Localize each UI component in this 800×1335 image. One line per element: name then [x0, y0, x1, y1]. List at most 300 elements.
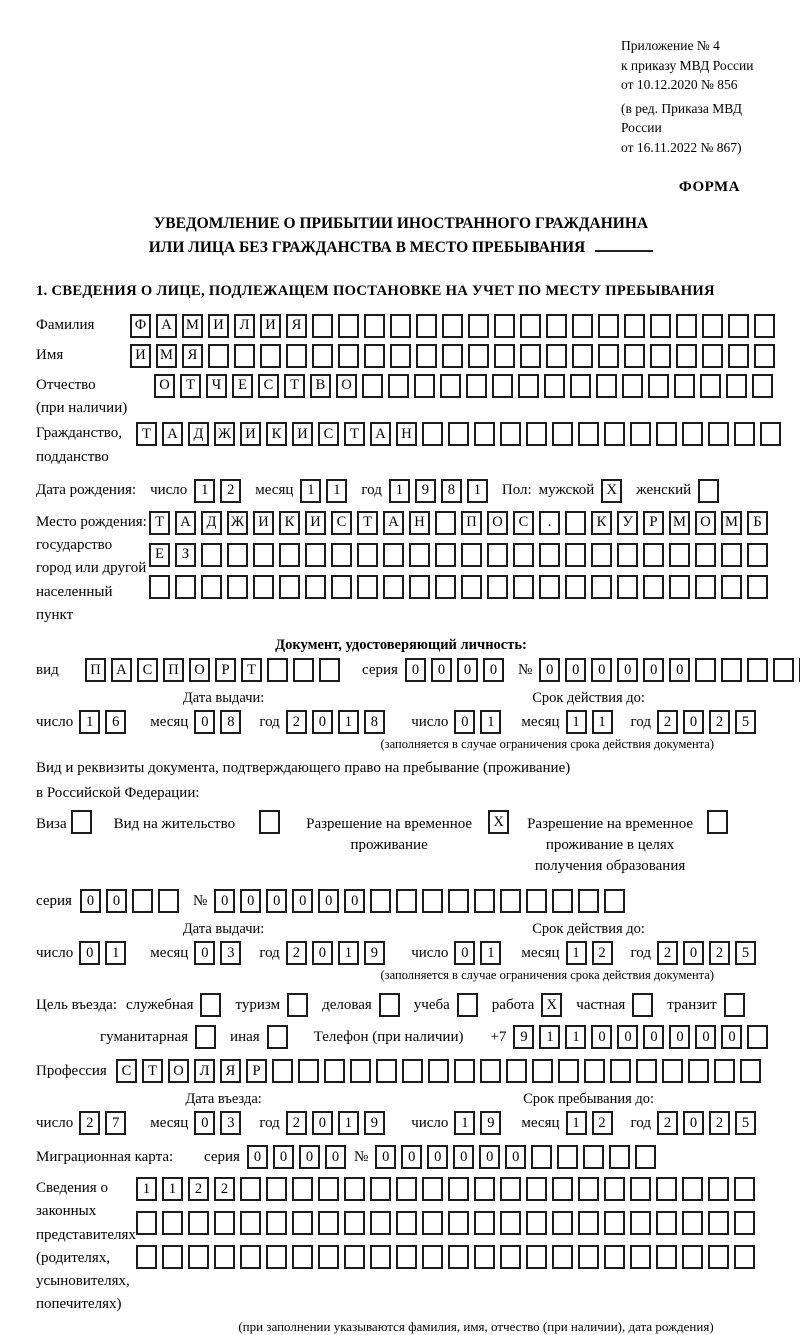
- char-cell[interactable]: [227, 543, 248, 567]
- char-cell[interactable]: 0: [106, 889, 127, 913]
- char-cell[interactable]: С: [116, 1059, 137, 1083]
- char-cell[interactable]: [565, 511, 586, 535]
- char-cell[interactable]: [214, 1245, 235, 1269]
- char-cell[interactable]: [318, 1211, 339, 1235]
- char-cell[interactable]: З: [175, 543, 196, 567]
- char-cell[interactable]: [370, 1177, 391, 1201]
- char-cell[interactable]: [552, 1245, 573, 1269]
- char-cell[interactable]: 0: [565, 658, 586, 682]
- char-cell[interactable]: 2: [220, 479, 241, 503]
- char-cell[interactable]: [539, 575, 560, 599]
- char-cell[interactable]: [440, 374, 461, 398]
- purpose-other-checkbox[interactable]: [267, 1025, 288, 1049]
- char-cell[interactable]: О: [487, 511, 508, 535]
- char-cell[interactable]: [714, 1059, 735, 1083]
- sex-female-checkbox[interactable]: [698, 479, 719, 503]
- purpose-official-checkbox[interactable]: [200, 993, 221, 1017]
- char-cell[interactable]: [700, 374, 721, 398]
- sex-male-checkbox[interactable]: X: [601, 479, 622, 503]
- char-cell[interactable]: О: [695, 511, 716, 535]
- char-cell[interactable]: [544, 374, 565, 398]
- char-cell[interactable]: [350, 1059, 371, 1083]
- char-cell[interactable]: [487, 543, 508, 567]
- char-cell[interactable]: С: [513, 511, 534, 535]
- char-cell[interactable]: [474, 1211, 495, 1235]
- char-cell[interactable]: [208, 344, 229, 368]
- char-cell[interactable]: [136, 1245, 157, 1269]
- char-cell[interactable]: Р: [643, 511, 664, 535]
- char-cell[interactable]: О: [189, 658, 210, 682]
- char-cell[interactable]: [662, 1059, 683, 1083]
- char-cell[interactable]: 0: [375, 1145, 396, 1169]
- char-cell[interactable]: 0: [721, 1025, 742, 1049]
- char-cell[interactable]: К: [279, 511, 300, 535]
- char-cell[interactable]: [448, 422, 469, 446]
- char-cell[interactable]: М: [182, 314, 203, 338]
- char-cell[interactable]: [572, 344, 593, 368]
- char-cell[interactable]: [461, 543, 482, 567]
- char-cell[interactable]: Т: [142, 1059, 163, 1083]
- char-cell[interactable]: [312, 344, 333, 368]
- char-cell[interactable]: [609, 1145, 630, 1169]
- char-cell[interactable]: [383, 575, 404, 599]
- char-cell[interactable]: [175, 575, 196, 599]
- char-cell[interactable]: [266, 1245, 287, 1269]
- char-cell[interactable]: 1: [480, 710, 501, 734]
- char-cell[interactable]: [598, 314, 619, 338]
- char-cell[interactable]: [253, 543, 274, 567]
- char-cell[interactable]: П: [163, 658, 184, 682]
- char-cell[interactable]: [466, 374, 487, 398]
- char-cell[interactable]: 8: [441, 479, 462, 503]
- char-cell[interactable]: [344, 1177, 365, 1201]
- char-cell[interactable]: 1: [79, 710, 100, 734]
- char-cell[interactable]: [674, 374, 695, 398]
- char-cell[interactable]: [331, 543, 352, 567]
- char-cell[interactable]: [240, 1177, 261, 1201]
- char-cell[interactable]: [617, 575, 638, 599]
- char-cell[interactable]: С: [258, 374, 279, 398]
- char-cell[interactable]: 0: [669, 658, 690, 682]
- char-cell[interactable]: [253, 575, 274, 599]
- char-cell[interactable]: 0: [454, 941, 475, 965]
- char-cell[interactable]: 2: [709, 941, 730, 965]
- char-cell[interactable]: 0: [344, 889, 365, 913]
- purpose-transit-checkbox[interactable]: [724, 993, 745, 1017]
- char-cell[interactable]: 2: [79, 1111, 100, 1135]
- char-cell[interactable]: [695, 543, 716, 567]
- char-cell[interactable]: [319, 658, 340, 682]
- char-cell[interactable]: [513, 543, 534, 567]
- char-cell[interactable]: 0: [80, 889, 101, 913]
- char-cell[interactable]: 0: [695, 1025, 716, 1049]
- char-cell[interactable]: [688, 1059, 709, 1083]
- char-cell[interactable]: 9: [415, 479, 436, 503]
- char-cell[interactable]: 1: [338, 1111, 359, 1135]
- char-cell[interactable]: 0: [247, 1145, 268, 1169]
- char-cell[interactable]: [734, 1245, 755, 1269]
- char-cell[interactable]: [448, 1245, 469, 1269]
- char-cell[interactable]: [752, 374, 773, 398]
- char-cell[interactable]: 1: [566, 941, 587, 965]
- char-cell[interactable]: [318, 1177, 339, 1201]
- char-cell[interactable]: 7: [105, 1111, 126, 1135]
- char-cell[interactable]: [650, 314, 671, 338]
- char-cell[interactable]: [526, 889, 547, 913]
- char-cell[interactable]: [630, 1177, 651, 1201]
- char-cell[interactable]: [630, 422, 651, 446]
- char-cell[interactable]: М: [669, 511, 690, 535]
- char-cell[interactable]: 2: [709, 1111, 730, 1135]
- char-cell[interactable]: Т: [180, 374, 201, 398]
- char-cell[interactable]: Е: [232, 374, 253, 398]
- char-cell[interactable]: [267, 658, 288, 682]
- char-cell[interactable]: [338, 344, 359, 368]
- char-cell[interactable]: [669, 575, 690, 599]
- char-cell[interactable]: [552, 422, 573, 446]
- char-cell[interactable]: Я: [220, 1059, 241, 1083]
- edu-permit-checkbox[interactable]: [707, 810, 728, 834]
- char-cell[interactable]: [526, 1177, 547, 1201]
- char-cell[interactable]: [318, 1245, 339, 1269]
- char-cell[interactable]: [552, 1211, 573, 1235]
- char-cell[interactable]: [422, 1245, 443, 1269]
- char-cell[interactable]: 0: [312, 1111, 333, 1135]
- char-cell[interactable]: [630, 1211, 651, 1235]
- char-cell[interactable]: [578, 1245, 599, 1269]
- char-cell[interactable]: [149, 575, 170, 599]
- char-cell[interactable]: [435, 575, 456, 599]
- char-cell[interactable]: [539, 543, 560, 567]
- char-cell[interactable]: Т: [136, 422, 157, 446]
- char-cell[interactable]: Ф: [130, 314, 151, 338]
- char-cell[interactable]: [260, 344, 281, 368]
- char-cell[interactable]: 0: [643, 658, 664, 682]
- char-cell[interactable]: [578, 1177, 599, 1201]
- char-cell[interactable]: [428, 1059, 449, 1083]
- char-cell[interactable]: [754, 344, 775, 368]
- char-cell[interactable]: [492, 374, 513, 398]
- char-cell[interactable]: [474, 1245, 495, 1269]
- char-cell[interactable]: [414, 374, 435, 398]
- char-cell[interactable]: [596, 374, 617, 398]
- char-cell[interactable]: [546, 314, 567, 338]
- char-cell[interactable]: [682, 1177, 703, 1201]
- char-cell[interactable]: [435, 543, 456, 567]
- char-cell[interactable]: С: [331, 511, 352, 535]
- char-cell[interactable]: [500, 422, 521, 446]
- char-cell[interactable]: [454, 1059, 475, 1083]
- char-cell[interactable]: [370, 889, 391, 913]
- char-cell[interactable]: [435, 511, 456, 535]
- char-cell[interactable]: 1: [566, 710, 587, 734]
- char-cell[interactable]: Д: [188, 422, 209, 446]
- char-cell[interactable]: [506, 1059, 527, 1083]
- char-cell[interactable]: [162, 1211, 183, 1235]
- char-cell[interactable]: 0: [299, 1145, 320, 1169]
- char-cell[interactable]: 5: [735, 941, 756, 965]
- char-cell[interactable]: [708, 422, 729, 446]
- char-cell[interactable]: 2: [657, 1111, 678, 1135]
- char-cell[interactable]: [396, 889, 417, 913]
- char-cell[interactable]: 0: [505, 1145, 526, 1169]
- char-cell[interactable]: [747, 658, 768, 682]
- char-cell[interactable]: [734, 1211, 755, 1235]
- char-cell[interactable]: А: [111, 658, 132, 682]
- char-cell[interactable]: [474, 1177, 495, 1201]
- char-cell[interactable]: [357, 543, 378, 567]
- char-cell[interactable]: Т: [357, 511, 378, 535]
- char-cell[interactable]: [708, 1211, 729, 1235]
- char-cell[interactable]: И: [292, 422, 313, 446]
- char-cell[interactable]: .: [539, 511, 560, 535]
- char-cell[interactable]: 0: [427, 1145, 448, 1169]
- char-cell[interactable]: [376, 1059, 397, 1083]
- char-cell[interactable]: [656, 1211, 677, 1235]
- char-cell[interactable]: [578, 1211, 599, 1235]
- char-cell[interactable]: 9: [364, 1111, 385, 1135]
- char-cell[interactable]: [474, 889, 495, 913]
- char-cell[interactable]: 0: [617, 1025, 638, 1049]
- char-cell[interactable]: 0: [483, 658, 504, 682]
- char-cell[interactable]: [552, 1177, 573, 1201]
- char-cell[interactable]: [760, 422, 781, 446]
- visa-checkbox[interactable]: [71, 810, 92, 834]
- char-cell[interactable]: 0: [669, 1025, 690, 1049]
- char-cell[interactable]: [604, 422, 625, 446]
- char-cell[interactable]: 0: [318, 889, 339, 913]
- char-cell[interactable]: [188, 1245, 209, 1269]
- char-cell[interactable]: [578, 889, 599, 913]
- temp-permit-checkbox[interactable]: X: [488, 810, 509, 834]
- char-cell[interactable]: Л: [194, 1059, 215, 1083]
- char-cell[interactable]: [422, 1177, 443, 1201]
- char-cell[interactable]: И: [240, 422, 261, 446]
- residence-permit-checkbox[interactable]: [259, 810, 280, 834]
- char-cell[interactable]: [370, 1211, 391, 1235]
- char-cell[interactable]: [468, 314, 489, 338]
- char-cell[interactable]: [728, 314, 749, 338]
- char-cell[interactable]: [214, 1211, 235, 1235]
- char-cell[interactable]: [362, 374, 383, 398]
- char-cell[interactable]: [740, 1059, 761, 1083]
- char-cell[interactable]: 0: [194, 1111, 215, 1135]
- char-cell[interactable]: [747, 575, 768, 599]
- char-cell[interactable]: [532, 1059, 553, 1083]
- char-cell[interactable]: 2: [592, 941, 613, 965]
- char-cell[interactable]: 1: [194, 479, 215, 503]
- char-cell[interactable]: [383, 543, 404, 567]
- char-cell[interactable]: [513, 575, 534, 599]
- char-cell[interactable]: [240, 1211, 261, 1235]
- char-cell[interactable]: [201, 575, 222, 599]
- char-cell[interactable]: 0: [479, 1145, 500, 1169]
- char-cell[interactable]: 1: [162, 1177, 183, 1201]
- char-cell[interactable]: [591, 575, 612, 599]
- char-cell[interactable]: 9: [364, 941, 385, 965]
- char-cell[interactable]: [676, 314, 697, 338]
- char-cell[interactable]: [416, 344, 437, 368]
- char-cell[interactable]: М: [721, 511, 742, 535]
- char-cell[interactable]: 0: [325, 1145, 346, 1169]
- char-cell[interactable]: [396, 1245, 417, 1269]
- char-cell[interactable]: [162, 1245, 183, 1269]
- char-cell[interactable]: [565, 543, 586, 567]
- char-cell[interactable]: [188, 1211, 209, 1235]
- char-cell[interactable]: [364, 344, 385, 368]
- char-cell[interactable]: И: [208, 314, 229, 338]
- char-cell[interactable]: Я: [182, 344, 203, 368]
- char-cell[interactable]: 1: [338, 710, 359, 734]
- char-cell[interactable]: В: [310, 374, 331, 398]
- char-cell[interactable]: [669, 543, 690, 567]
- char-cell[interactable]: [635, 1145, 656, 1169]
- char-cell[interactable]: [578, 422, 599, 446]
- char-cell[interactable]: 0: [312, 710, 333, 734]
- char-cell[interactable]: [305, 543, 326, 567]
- char-cell[interactable]: Я: [286, 314, 307, 338]
- char-cell[interactable]: [643, 543, 664, 567]
- char-cell[interactable]: [402, 1059, 423, 1083]
- char-cell[interactable]: [520, 314, 541, 338]
- char-cell[interactable]: 2: [188, 1177, 209, 1201]
- char-cell[interactable]: 1: [480, 941, 501, 965]
- char-cell[interactable]: 2: [592, 1111, 613, 1135]
- char-cell[interactable]: 1: [467, 479, 488, 503]
- char-cell[interactable]: [604, 889, 625, 913]
- char-cell[interactable]: 8: [220, 710, 241, 734]
- char-cell[interactable]: [201, 543, 222, 567]
- char-cell[interactable]: А: [370, 422, 391, 446]
- char-cell[interactable]: [266, 1211, 287, 1235]
- char-cell[interactable]: Ж: [227, 511, 248, 535]
- char-cell[interactable]: К: [591, 511, 612, 535]
- char-cell[interactable]: [546, 344, 567, 368]
- char-cell[interactable]: 2: [286, 1111, 307, 1135]
- char-cell[interactable]: [622, 374, 643, 398]
- char-cell[interactable]: 2: [709, 710, 730, 734]
- char-cell[interactable]: П: [85, 658, 106, 682]
- char-cell[interactable]: 0: [453, 1145, 474, 1169]
- char-cell[interactable]: 0: [683, 941, 704, 965]
- char-cell[interactable]: С: [137, 658, 158, 682]
- char-cell[interactable]: 0: [643, 1025, 664, 1049]
- char-cell[interactable]: Д: [201, 511, 222, 535]
- char-cell[interactable]: [305, 575, 326, 599]
- char-cell[interactable]: И: [253, 511, 274, 535]
- char-cell[interactable]: 0: [79, 941, 100, 965]
- char-cell[interactable]: [416, 314, 437, 338]
- char-cell[interactable]: 0: [617, 658, 638, 682]
- char-cell[interactable]: 3: [220, 941, 241, 965]
- char-cell[interactable]: Н: [409, 511, 430, 535]
- char-cell[interactable]: 1: [105, 941, 126, 965]
- char-cell[interactable]: П: [461, 511, 482, 535]
- char-cell[interactable]: 1: [539, 1025, 560, 1049]
- char-cell[interactable]: [552, 889, 573, 913]
- char-cell[interactable]: 2: [286, 710, 307, 734]
- char-cell[interactable]: [422, 1211, 443, 1235]
- char-cell[interactable]: 0: [591, 1025, 612, 1049]
- char-cell[interactable]: [630, 1245, 651, 1269]
- purpose-business-checkbox[interactable]: [379, 993, 400, 1017]
- char-cell[interactable]: 9: [480, 1111, 501, 1135]
- char-cell[interactable]: [682, 1245, 703, 1269]
- char-cell[interactable]: И: [260, 314, 281, 338]
- char-cell[interactable]: [754, 314, 775, 338]
- char-cell[interactable]: [370, 1245, 391, 1269]
- char-cell[interactable]: [702, 344, 723, 368]
- char-cell[interactable]: [409, 543, 430, 567]
- char-cell[interactable]: [409, 575, 430, 599]
- char-cell[interactable]: 0: [683, 710, 704, 734]
- char-cell[interactable]: [708, 1177, 729, 1201]
- char-cell[interactable]: [272, 1059, 293, 1083]
- char-cell[interactable]: [583, 1145, 604, 1169]
- char-cell[interactable]: У: [617, 511, 638, 535]
- char-cell[interactable]: [656, 422, 677, 446]
- char-cell[interactable]: [518, 374, 539, 398]
- char-cell[interactable]: [390, 344, 411, 368]
- char-cell[interactable]: [240, 1245, 261, 1269]
- char-cell[interactable]: [292, 1177, 313, 1201]
- char-cell[interactable]: 0: [454, 710, 475, 734]
- char-cell[interactable]: [324, 1059, 345, 1083]
- char-cell[interactable]: [598, 344, 619, 368]
- char-cell[interactable]: [682, 422, 703, 446]
- char-cell[interactable]: 0: [405, 658, 426, 682]
- char-cell[interactable]: [132, 889, 153, 913]
- char-cell[interactable]: [604, 1245, 625, 1269]
- char-cell[interactable]: [158, 889, 179, 913]
- char-cell[interactable]: [396, 1211, 417, 1235]
- char-cell[interactable]: О: [336, 374, 357, 398]
- char-cell[interactable]: 0: [683, 1111, 704, 1135]
- char-cell[interactable]: [448, 1177, 469, 1201]
- char-cell[interactable]: 0: [273, 1145, 294, 1169]
- char-cell[interactable]: [422, 422, 443, 446]
- char-cell[interactable]: [695, 658, 716, 682]
- char-cell[interactable]: 1: [592, 710, 613, 734]
- char-cell[interactable]: 0: [539, 658, 560, 682]
- char-cell[interactable]: 1: [566, 1111, 587, 1135]
- char-cell[interactable]: [292, 1211, 313, 1235]
- char-cell[interactable]: 3: [220, 1111, 241, 1135]
- char-cell[interactable]: Т: [344, 422, 365, 446]
- char-cell[interactable]: [293, 658, 314, 682]
- char-cell[interactable]: [442, 314, 463, 338]
- char-cell[interactable]: [610, 1059, 631, 1083]
- char-cell[interactable]: [442, 344, 463, 368]
- char-cell[interactable]: [474, 422, 495, 446]
- char-cell[interactable]: [500, 1177, 521, 1201]
- char-cell[interactable]: 1: [389, 479, 410, 503]
- char-cell[interactable]: [708, 1245, 729, 1269]
- char-cell[interactable]: 0: [194, 710, 215, 734]
- char-cell[interactable]: [617, 543, 638, 567]
- char-cell[interactable]: [500, 889, 521, 913]
- char-cell[interactable]: 8: [364, 710, 385, 734]
- char-cell[interactable]: Т: [284, 374, 305, 398]
- char-cell[interactable]: Т: [241, 658, 262, 682]
- char-cell[interactable]: [487, 575, 508, 599]
- char-cell[interactable]: [624, 314, 645, 338]
- char-cell[interactable]: [636, 1059, 657, 1083]
- char-cell[interactable]: [357, 575, 378, 599]
- char-cell[interactable]: [702, 314, 723, 338]
- char-cell[interactable]: [494, 344, 515, 368]
- char-cell[interactable]: [656, 1245, 677, 1269]
